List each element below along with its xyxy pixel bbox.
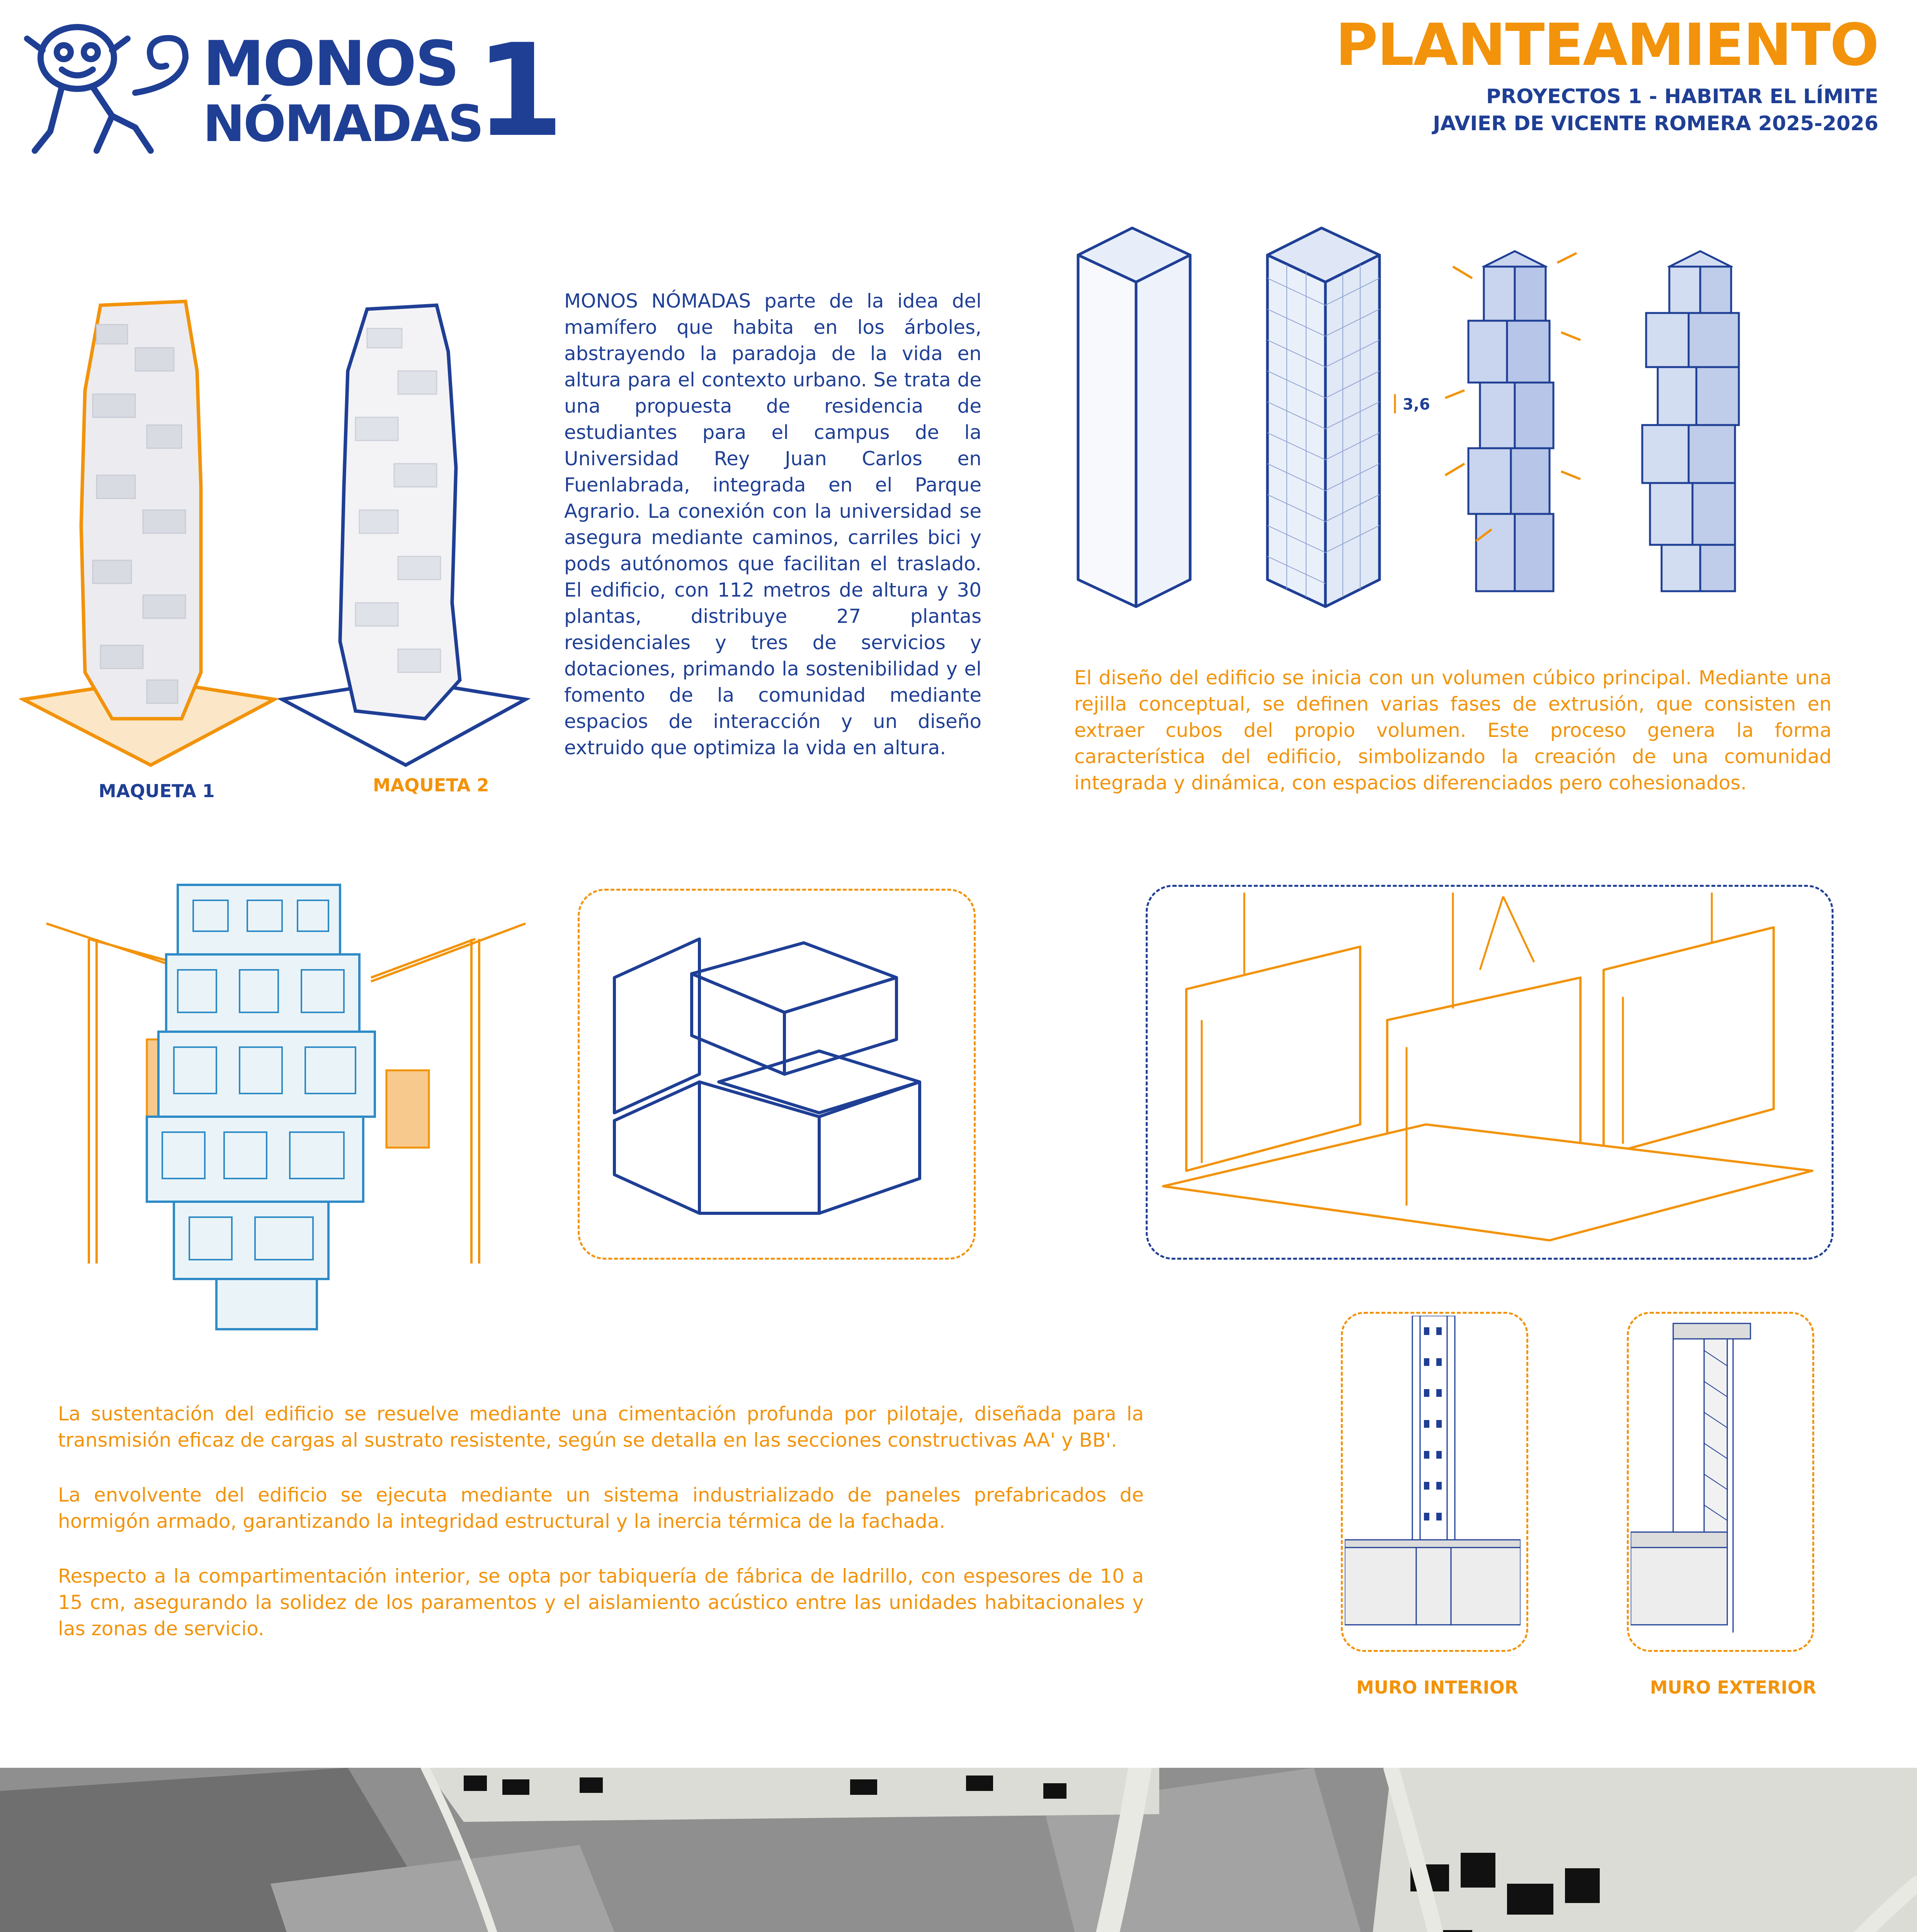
header bbox=[0, 0, 1917, 178]
dimension-label: 3,6 bbox=[1403, 396, 1430, 413]
exterior-wall-caption: MURO EXTERIOR bbox=[1650, 1677, 1817, 1698]
project-title-line2: NÓMADAS bbox=[203, 94, 483, 153]
extrusion-diagram bbox=[1067, 224, 1839, 614]
panel-assembly-drawing bbox=[1155, 893, 1820, 1248]
course-subtitle: PROYECTOS 1 - HABITAR EL LÍMITE bbox=[1486, 85, 1878, 108]
project-number: 1 bbox=[475, 17, 564, 165]
exterior-wall-detail bbox=[1631, 1316, 1806, 1644]
construction-paragraph-2: La envolvente del edificio se ejecuta mediante un sistema industrializado de paneles prefabricados de hormigón armado, garantizando la integridad estructural y la inercia térmica de la fachada. bbox=[58, 1484, 1144, 1532]
model-2-caption: MAQUETA 2 bbox=[373, 775, 489, 796]
model-1-image bbox=[19, 294, 282, 781]
interior-wall-detail bbox=[1345, 1316, 1521, 1644]
section-title: PLANTEAMIENTO bbox=[1335, 12, 1878, 79]
intro-paragraph: MONOS NÓMADAS parte de la idea del mamífero que habita en los árboles, abstrayendo la paradoja de la vida en altura para el contexto urbano. Se trata de una propuesta de residencia de estudiantes para el campus de la Universidad Rey Juan Carlos en Fuenlabrada, integrada en el Parque Agrario. La conexión con la universidad se asegura mediante caminos, carriles bici y pods autónomos que facilitan el traslado. El edificio, con 112 metros de altura y 30 plantas, distribuye 27 plantas residenciales y tres de servicios y dotaciones, primando la sostenibilidad y el fomento de la comunidad mediante espacios de interacción y un diseño extruido que optimiza la vida en altura. bbox=[564, 290, 981, 759]
design-paragraph: El diseño del edificio se inicia con un volumen cúbico principal. Mediante una rejilla conceptual, se definen varias fases de extrusión, que consisten en extraer cubos del propio volumen. Este proceso genera la forma característica del edificio, simbolizando la creación de una comunidad integrada y dinámica, con espacios diferenciados pero cohesionados. bbox=[1074, 667, 1832, 794]
module-frame-drawing bbox=[603, 908, 951, 1236]
site-map bbox=[0, 1768, 1917, 1932]
monkey-logo-icon bbox=[19, 15, 201, 162]
interior-wall-caption: MURO INTERIOR bbox=[1356, 1677, 1519, 1698]
construction-paragraph-1: La sustentación del edificio se resuelve mediante una cimentación profunda por pilotaje, diseñada para la transmisión eficaz de cargas al sustrato resistente, según se detalla en las secciones constructivas AA' y BB'. bbox=[58, 1403, 1144, 1451]
construction-paragraph-3: Respecto a la compartimentación interior, se opta por tabiquería de fábrica de ladrillo, con espesores de 10 a 15 cm, asegurando la solidez de los paramentos y el aislamiento acústico entre las unidades habitacionales y las zonas de servicio. bbox=[58, 1565, 1144, 1640]
model-1-caption: MAQUETA 1 bbox=[99, 781, 215, 801]
construction-axonometric bbox=[31, 869, 533, 1345]
model-2-image bbox=[278, 294, 533, 781]
author-subtitle: JAVIER DE VICENTE ROMERA 2025-2026 bbox=[1433, 112, 1878, 135]
project-title-line1: MONOS bbox=[203, 27, 458, 100]
